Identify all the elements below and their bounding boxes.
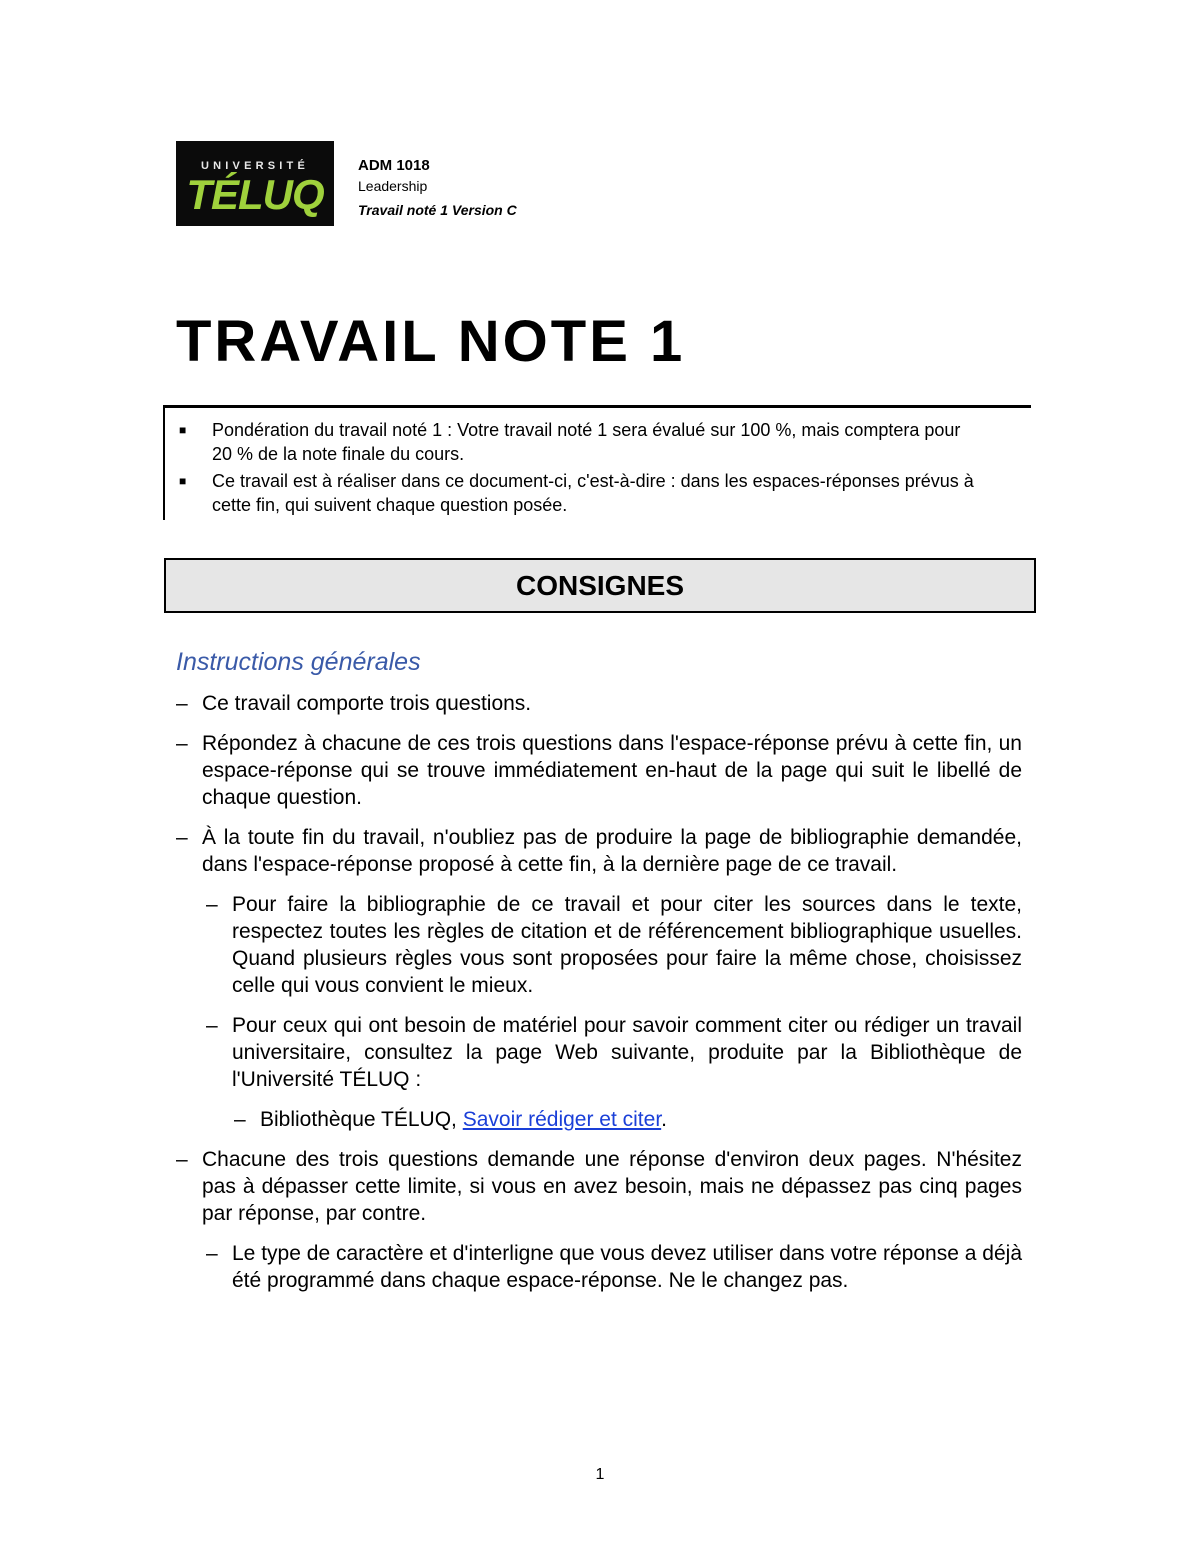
library-prefix: Bibliothèque TÉLUQ,: [260, 1108, 463, 1131]
list-item: [206, 1012, 1022, 1093]
page-number: 1: [595, 1466, 605, 1483]
list-item-text: Pour ceux qui ont besoin de matériel pour savoir comment citer ou rédiger un travail universitaire, consultez la page Web suivante, produite par la Bibliothèque de l'Université TÉLUQ :: [232, 1014, 1022, 1091]
list-item-text: À la toute fin du travail, n'oubliez pas de produire la page de bibliographie demandée, dans l'espace-réponse proposé à cette fin, à la dernière page de ce travail.: [202, 826, 1022, 876]
course-name: Leadership: [358, 178, 428, 194]
info-box: [163, 405, 1031, 520]
info-item-text: Ce travail est à réaliser dans ce document-ci, c'est-à-dire : dans les espaces-réponses prévus à cette fin, qui suivent chaque question posée.: [212, 471, 974, 515]
dash-bullet: –: [206, 1242, 218, 1265]
list-item-text: Le type de caractère et d'interligne que vous devez utiliser dans votre réponse a déjà été programmé dans chaque espace-réponse. Ne le changez pas.: [232, 1242, 1022, 1292]
list-item-text: Répondez à chacune de ces trois questions dans l'espace-réponse prévu à cette fin, un espace-réponse qui se trouve immédiatement en-haut de la page qui suit le libellé de chaque question.: [202, 732, 1022, 809]
dash-bullet: –: [176, 1148, 188, 1171]
dash-bullet: –: [176, 732, 188, 755]
logo-main-text: TÉLUQ: [186, 171, 324, 218]
info-item: [177, 418, 977, 466]
list-item: [206, 891, 1022, 999]
list-item-text: Pour faire la bibliographie de ce travail et pour citer les sources dans le texte, respectez toutes les règles de citation et de référencement bibliographique usuelles. Quand plusieurs règles vous sont proposées pour faire la même chose, choisissez celle qui vous convient le mieux.: [232, 893, 1022, 997]
course-header: [358, 156, 517, 220]
instructions-list: [176, 690, 1022, 1307]
course-code: ADM 1018: [358, 157, 430, 174]
library-suffix: .: [661, 1108, 668, 1131]
dash-bullet: –: [206, 1014, 218, 1037]
work-label: Travail noté 1 Version C: [358, 202, 517, 218]
dash-bullet: –: [176, 826, 188, 849]
list-item: [234, 1106, 1022, 1133]
list-item-text: Chacune des trois questions demande une réponse d'environ deux pages. N'hésitez pas à dépasser cette limite, si vous en avez besoin, mais ne dépassez pas cinq pages par réponse, par contre.: [202, 1148, 1022, 1225]
square-bullet-icon: ■: [179, 423, 187, 437]
logo-top-text: UNIVERSITÉ: [200, 160, 309, 172]
list-item: [176, 1146, 1022, 1227]
list-item: [176, 730, 1022, 811]
consignes-heading: CONSIGNES: [164, 558, 1036, 613]
list-item: [176, 690, 1022, 717]
teluq-logo: [176, 141, 334, 226]
instructions-heading: Instructions générales: [176, 648, 421, 676]
dash-bullet: –: [206, 893, 218, 916]
savoir-rediger-link[interactable]: Savoir rédiger et citer: [462, 1108, 662, 1131]
page-title: TRAVAIL NOTE 1: [176, 309, 686, 374]
info-item: [177, 469, 977, 517]
dash-bullet: –: [176, 692, 188, 715]
info-item-text: Pondération du travail noté 1 : Votre travail noté 1 sera évalué sur 100 %, mais comptera pour 20 % de la note finale du cours.: [212, 420, 961, 464]
list-item: [176, 824, 1022, 878]
square-bullet-icon: ■: [179, 474, 187, 488]
list-item: [206, 1240, 1022, 1294]
dash-bullet: –: [234, 1108, 246, 1131]
list-item-text: Ce travail comporte trois questions.: [202, 692, 532, 715]
